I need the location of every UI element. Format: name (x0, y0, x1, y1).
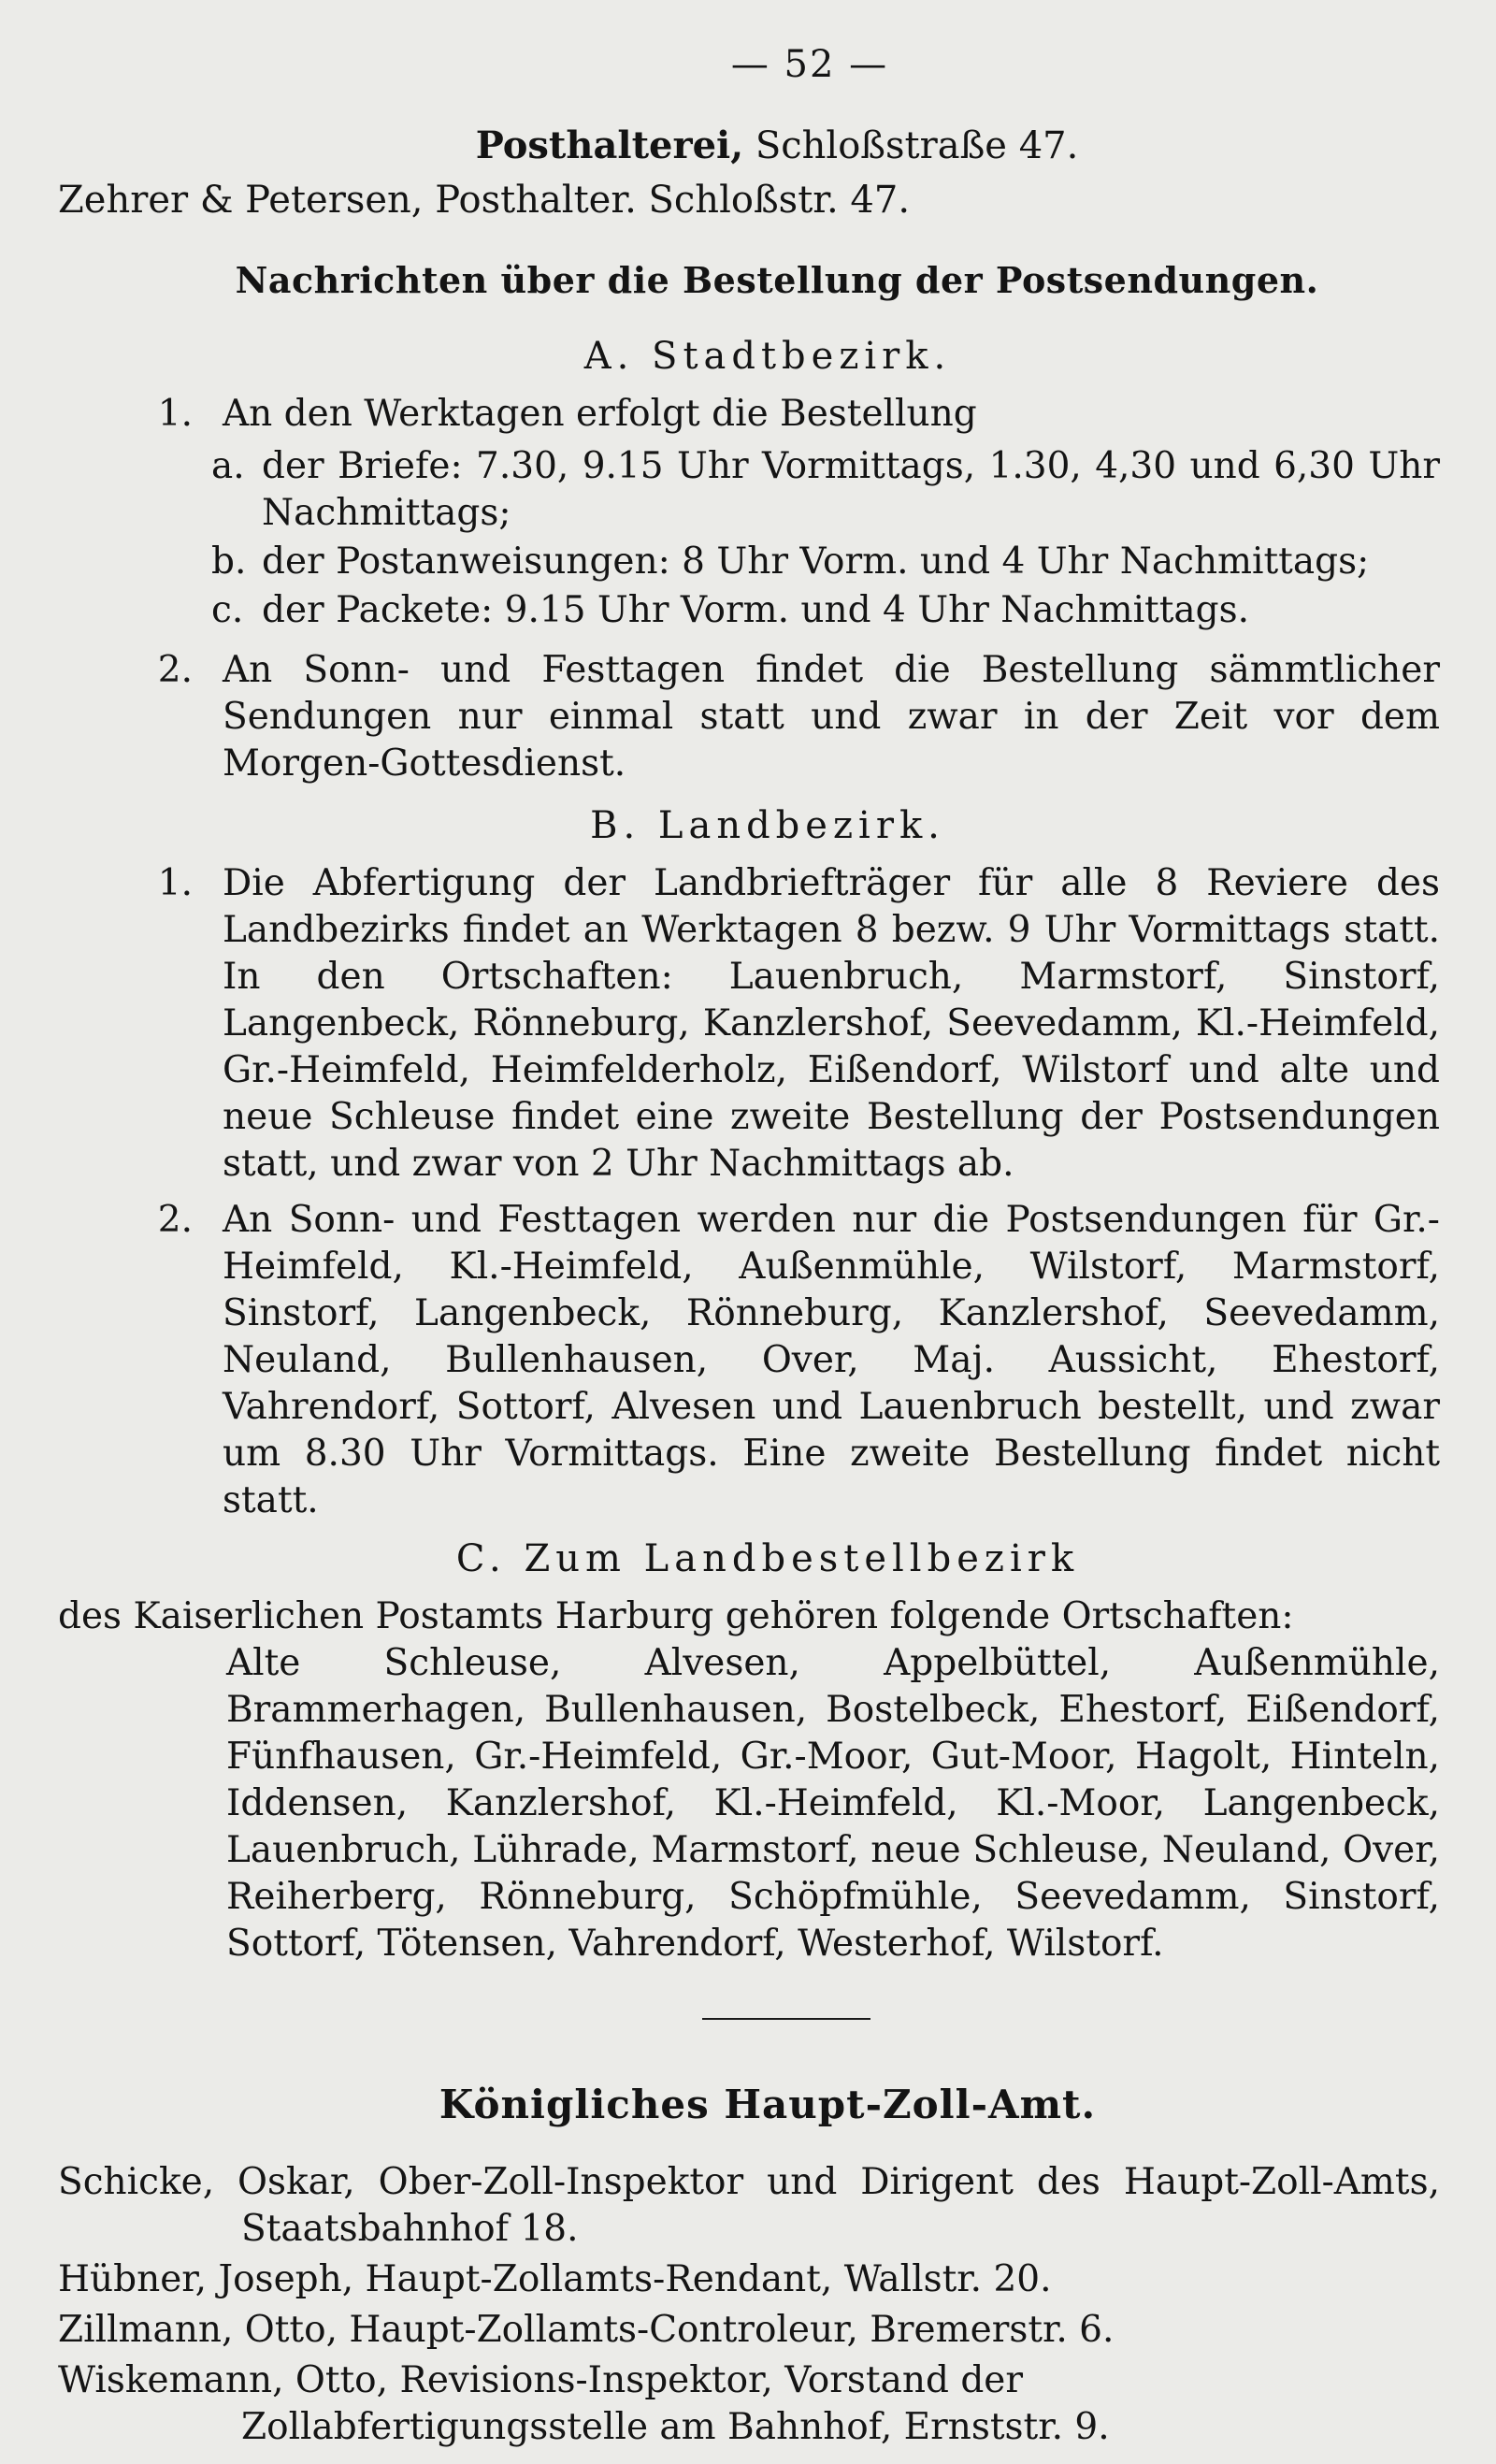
item-text: An den Werktagen erfolgt die Bestellung (223, 393, 977, 435)
section-a-title: A. Stadtbezirk. (583, 335, 952, 378)
section-b-item-1 (58, 860, 1440, 1188)
zollamt-entry: Hübner, Joseph, Haupt-Zollamts-Rendant, Wallstr. 20. (58, 2258, 1052, 2300)
section-a-subitem-c (58, 587, 1440, 634)
page-number: — 52 — (730, 43, 889, 86)
posthalterei-heading (58, 123, 1440, 167)
section-c-title: C. Zum Landbestellbezirk (455, 1537, 1080, 1580)
item-number: 1. (157, 393, 193, 435)
item-number: 2. (157, 649, 193, 691)
item-number: 2. (157, 1199, 193, 1241)
main-heading: Nachrichten über die Bestellung der Postsendungen. (235, 259, 1319, 301)
zollamt-entry: Schicke, Oskar, Ober-Zoll-Inspektor und Dirigent des Haupt-Zoll-Amts, Staatsbahnhof 18. (58, 2161, 1440, 2250)
section-a-subitem-b (58, 539, 1440, 585)
subitem-text: der Postanweisungen: 8 Uhr Vorm. und 4 Uhr Nachmittags; (262, 540, 1370, 583)
subitem-text: der Packete: 9.15 Uhr Vorm. und 4 Uhr Nachmittags. (262, 589, 1250, 631)
subitem-letter: b. (211, 540, 247, 583)
item-text: An Sonn- und Festtagen werden nur die Postsendungen für Gr.-Heimfeld, Kl.-Heimfeld, Außenmühle, Wilstorf, Marmstorf, Sinstorf, Langenbeck, Rönneburg, Kanzlershof, Seevedamm, Neuland, Bullenhausen, Over, Maj. Aussicht, Ehestorf, Vahrendorf, Sottorf, Alvesen und Lauenbruch bestellt, und zwar um 8.30 Uhr Vormittags. Eine zweite Bestellung findet nicht statt. (223, 1199, 1440, 1521)
section-a-item-2 (58, 647, 1440, 787)
subitem-text: der Briefe: 7.30, 9.15 Uhr Vormittags, 1.30, 4,30 und 6,30 Uhr Nachmittags; (262, 445, 1440, 534)
section-b-title: B. Landbezirk. (590, 804, 945, 847)
posthalterei-name: Posthalterei, (475, 123, 744, 167)
zollamt-entry: Wiskemann, Otto, Revisions-Inspektor, Vorstand der Zollabfertigungsstelle am Bahnhof, Ernststr. 9. (58, 2359, 1110, 2448)
posthalterei-holder: Zehrer & Petersen, Posthalter. Schloßstr. 47. (58, 179, 911, 222)
item-text: An Sonn- und Festtagen findet die Bestellung sämmtlicher Sendungen nur einmal statt und zwar in der Zeit vor dem Morgen-Gottesdienst. (223, 649, 1440, 785)
zollamt-heading: Königliches Haupt-Zoll-Amt. (439, 2082, 1097, 2127)
item-text: Die Abfertigung der Landbriefträger für alle 8 Reviere des Landbezirks findet an Werktagen 8 bezw. 9 Uhr Vormittags statt. In den Ortschaften: Lauenbruch, Marmstorf, Sinstorf, Langenbeck, Rönneburg, Kanzlershof, Seevedamm, Kl.-Heimfeld, Gr.-Heimfeld, Heimfelderholz, Eißendorf, Wilstorf und alte und neue Schleuse findet eine zweite Bestellung der Postsendungen statt, und zwar von 2 Uhr Nachmittags ab. (223, 862, 1440, 1185)
item-number: 1. (157, 862, 193, 904)
section-a-item-1 (58, 391, 1440, 438)
section-c-intro: des Kaiserlichen Postamts Harburg gehören folgende Ortschaften: (58, 1595, 1294, 1637)
subitem-letter: c. (211, 589, 244, 631)
divider (702, 2018, 870, 2020)
posthalterei-address: Schloßstraße 47. (743, 124, 1079, 167)
zollamt-entry: Zillmann, Otto, Haupt-Zollamts-Controleur, Bremerstr. 6. (58, 2309, 1115, 2351)
section-b-item-2 (58, 1197, 1440, 1524)
section-a-subitem-a (58, 443, 1440, 537)
section-c-places: Alte Schleuse, Alvesen, Appelbüttel, Außenmühle, Brammerhagen, Bullenhausen, Bostelbeck, Ehestorf, Eißendorf, Fünfhausen, Gr.-Heimfeld, Gr.-Moor, Gut-Moor, Hagolt, Hinteln, Iddensen, Kanzlershof, Kl.-Heimfeld, Kl.-Moor, Langenbeck, Lauenbruch, Lührade, Marmstorf, neue Schleuse, Neuland, Over, Reiherberg, Rönneburg, Schöpfmühle, Seevedamm, Sinstorf, Sottorf, Tötensen, Vahrendorf, Westerhof, Wilstorf. (226, 1642, 1440, 1965)
subitem-letter: a. (211, 445, 245, 487)
